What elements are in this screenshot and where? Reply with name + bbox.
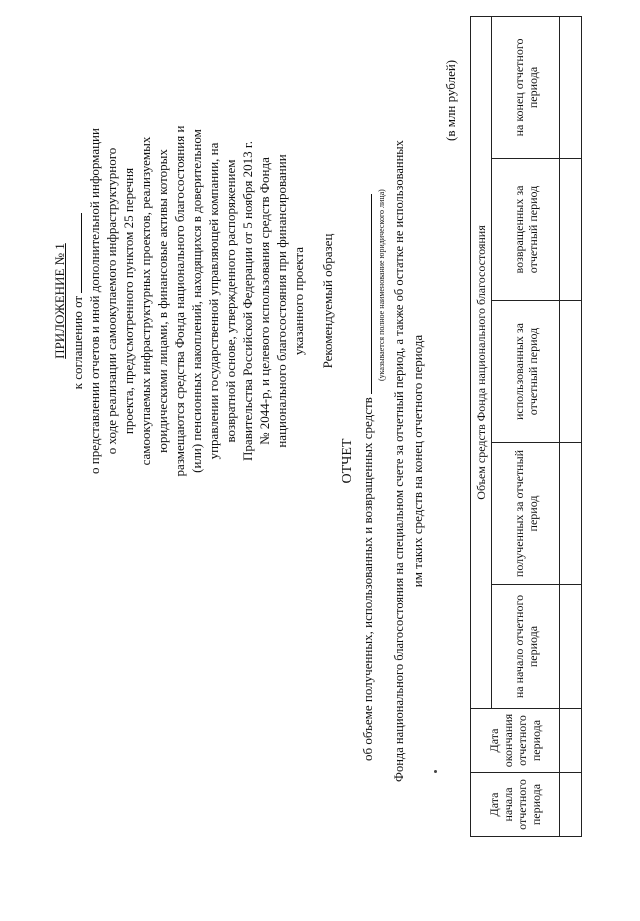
table-cell[interactable] <box>560 709 582 773</box>
header-line: управлении государственной управляющей компании, на <box>206 142 221 460</box>
header-line: юридическими лицами, в финансовые активы которых <box>155 149 170 453</box>
header-line: самоокупаемых инфраструктурных проектов, реализуемых <box>138 136 153 466</box>
report-table <box>470 16 582 837</box>
agreement-prefix: к соглашению от <box>70 295 85 390</box>
col-header-at-start: на начало отчетного периода <box>492 585 560 709</box>
header-line: (или) пенсионных накоплений, находящихся в доверительном <box>189 129 204 473</box>
table-cell[interactable] <box>560 773 582 837</box>
header-line: о ходе реализации самоокупаемого инфраструктурного <box>104 147 119 455</box>
entity-name-caption: (указывается полное наименование юридического лица) <box>377 189 386 381</box>
table-row <box>560 16 582 836</box>
scan-speck <box>434 770 437 773</box>
table-cell[interactable] <box>560 16 582 158</box>
report-subtitle: об объеме полученных, использованных и возвращенных средств <box>360 397 375 761</box>
col-header-at-end: на конец отчетного периода <box>492 16 560 158</box>
header-line: возвратной основе, утвержденного распоряжением <box>223 159 238 443</box>
header-line: о представлении отчетов и иной дополнительной информации <box>87 128 102 474</box>
appendix-title: ПРИЛОЖЕНИЕ № 1 <box>52 243 67 359</box>
recommended-sample: Рекомендуемый образец <box>320 233 335 369</box>
header-line: национального благосостояния при финансировании <box>274 154 289 448</box>
table-cell[interactable] <box>560 585 582 709</box>
report-description-line-1: Фонда национального благосостояния на специальном счете за отчетный период, а также об остатке не использованных <box>392 140 406 782</box>
header-line: указанного проекта <box>291 246 306 356</box>
col-header-end-date: Дата окончания отчетного периода <box>471 709 560 773</box>
col-header-returned: возвращенных за отчетный период <box>492 159 560 301</box>
header-line: Правительства Российской Федерации от 5 ноября 2013 г. <box>240 141 255 461</box>
table-cell[interactable] <box>560 301 582 443</box>
report-subtitle-line <box>360 161 375 761</box>
header-line: проекта, предусмотренного пунктом 25 перечня <box>121 167 136 435</box>
col-header-used: использованных за отчетный период <box>492 301 560 443</box>
table-cell[interactable] <box>560 443 582 585</box>
col-header-received: полученных за отчетный период <box>492 443 560 585</box>
header-line: № 2044-р, и целевого использования средств Фонда <box>257 157 272 445</box>
col-header-group-volume: Объем средств Фонда национального благосостояния <box>471 16 492 708</box>
report-description-line-2: им таких средств на конец отчетного периода <box>410 334 425 588</box>
entity-name-blank <box>371 194 372 394</box>
agreement-line <box>70 61 85 541</box>
col-header-start-date: Дата начала отчетного периода <box>471 773 560 837</box>
agreement-date-blank <box>81 213 82 293</box>
report-title: ОТЧЕТ <box>340 438 355 484</box>
units-label: (в млн рублей) <box>443 59 458 141</box>
table-header-row <box>471 16 492 836</box>
table-cell[interactable] <box>560 159 582 301</box>
header-line: размещаются средства Фонда национального благосостояния и <box>172 125 187 477</box>
